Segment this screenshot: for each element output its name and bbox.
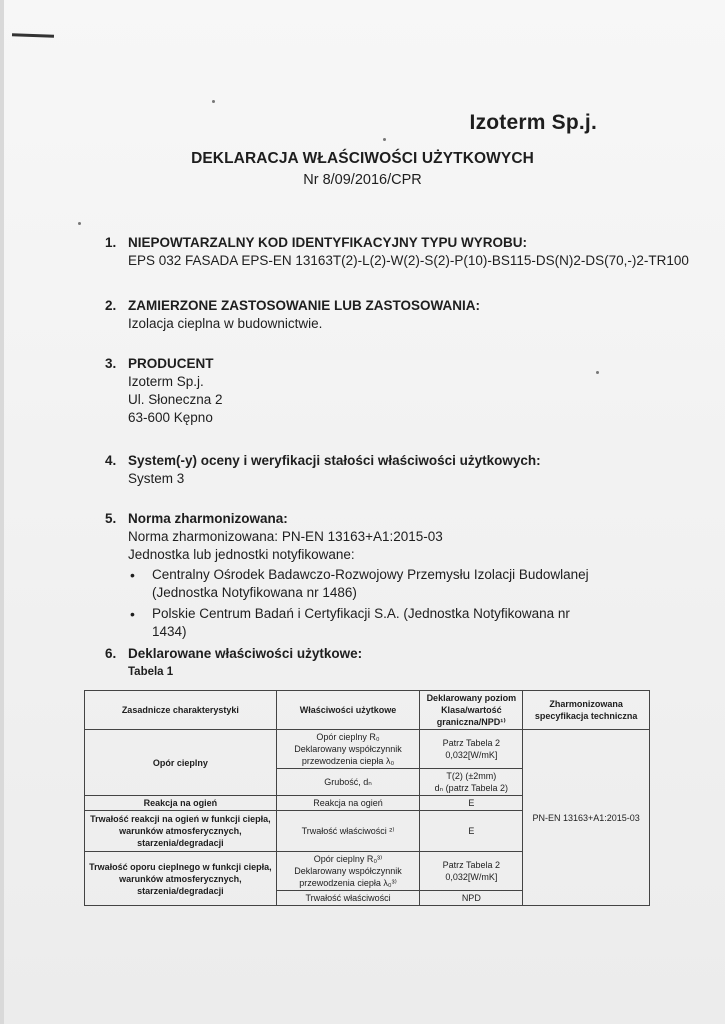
column-header: Deklarowany poziom Klasa/wartość graniczna/NPD¹⁾ — [420, 691, 523, 730]
table-cell: NPD — [420, 891, 523, 906]
table-cell: E — [420, 811, 523, 852]
section-6 — [105, 645, 362, 663]
list-item: • Polskie Centrum Badań i Certyfikacji S.A. (Jednostka Notyfikowana nr 1434) — [128, 605, 605, 641]
section-number: 5. — [105, 511, 117, 526]
manufacturer-city: 63-600 Kępno — [128, 410, 213, 425]
harmonised-standard: Norma zharmonizowana: PN-EN 13163+A1:2015-03 — [128, 529, 443, 544]
section-number: 1. — [105, 235, 117, 250]
table-cell: Opór cieplny — [85, 730, 277, 796]
section-4 — [105, 452, 541, 488]
section-2 — [105, 297, 480, 333]
scan-speck — [78, 222, 81, 225]
scan-speck — [596, 371, 599, 374]
scan-speck — [212, 100, 215, 103]
table-cell: Patrz Tabela 2 0,032[W/mK] — [420, 730, 523, 769]
section-heading: ZAMIERZONE ZASTOSOWANIE LUB ZASTOSOWANIA: — [128, 298, 481, 313]
section-number: 3. — [105, 356, 117, 371]
product-code: EPS 032 FASADA EPS-EN 13163T(2)-L(2)-W(2)-S(2)-P(10)-BS115-DS(N)2-DS(70,-)2-TR100 — [128, 253, 689, 268]
section-heading: PRODUCENT — [128, 356, 214, 371]
section-heading: Deklarowane właściwości użytkowe: — [128, 646, 363, 661]
section-heading: NIEPOWTARZALNY KOD IDENTYFIKACYJNY TYPU WYROBU: — [128, 235, 528, 250]
section-5 — [105, 510, 605, 644]
table-cell-spec: PN-EN 13163+A1:2015-03 — [523, 730, 650, 906]
table-cell: Reakcja na ogień — [276, 796, 420, 811]
manufacturer-street: Ul. Słoneczna 2 — [128, 392, 223, 407]
document-number: Nr 8/09/2016/CPR — [303, 172, 422, 188]
document-title: DEKLARACJA WŁAŚCIWOŚCI UŻYTKOWYCH — [191, 150, 534, 167]
table-cell: Trwałość właściwości ²⁾ — [276, 811, 420, 852]
section-number: 4. — [105, 453, 117, 468]
notified-bodies-list — [105, 566, 605, 641]
section-3 — [105, 355, 223, 427]
assessment-system: System 3 — [128, 471, 185, 486]
scan-speck — [383, 138, 386, 141]
table-cell: Opór cieplny R₀ Deklarowany współczynnik przewodzenia ciepła λ₀ — [276, 730, 420, 769]
section-heading: Norma zharmonizowana: — [128, 511, 288, 526]
column-header: Właściwości użytkowe — [276, 691, 420, 730]
column-header: Zharmonizowana specyfikacja techniczna — [523, 691, 650, 730]
table-header-row — [85, 691, 650, 730]
section-number: 2. — [105, 298, 117, 313]
table-cell: Trwałość oporu cieplnego w funkcji ciepła, warunków atmosferycznych, starzenia/degradacji — [85, 852, 277, 906]
company-name: Izoterm Sp.j. — [469, 111, 597, 134]
table-cell: E — [420, 796, 523, 811]
table-cell: Trwałość reakcji na ogień w funkcji ciepła, warunków atmosferycznych, starzenia/degradacji — [85, 811, 277, 852]
manufacturer-name: Izoterm Sp.j. — [128, 374, 204, 389]
column-header: Zasadnicze charakterystyki — [85, 691, 277, 730]
table-cell: Patrz Tabela 2 0,032[W/mK] — [420, 852, 523, 891]
table-cell: Trwałość właściwości — [276, 891, 420, 906]
corner-pen-mark — [12, 33, 54, 37]
table-row — [85, 730, 650, 769]
table-cell: Reakcja na ogień — [85, 796, 277, 811]
section-number: 6. — [105, 646, 117, 661]
table-cell: Grubość, dₙ — [276, 769, 420, 796]
table-caption: Tabela 1 — [128, 666, 174, 678]
declared-performance-table — [84, 690, 650, 906]
notified-bodies-label: Jednostka lub jednostki notyfikowane: — [128, 547, 355, 562]
list-item: • Centralny Ośrodek Badawczo-Rozwojowy Przemysłu Izolacji Budowlanej (Jednostka Notyfikowana nr 1486) — [128, 566, 605, 602]
section-1 — [105, 234, 689, 270]
intended-use: Izolacja cieplna w budownictwie. — [128, 316, 323, 331]
section-heading: System(-y) oceny i weryfikacji stałości właściwości użytkowych: — [128, 453, 541, 468]
table-cell: T(2) (±2mm) dₙ (patrz Tabela 2) — [420, 769, 523, 796]
table-cell: Opór cieplny R₀³⁾ Deklarowany współczynnik przewodzenia ciepła λ₀³⁾ — [276, 852, 420, 891]
